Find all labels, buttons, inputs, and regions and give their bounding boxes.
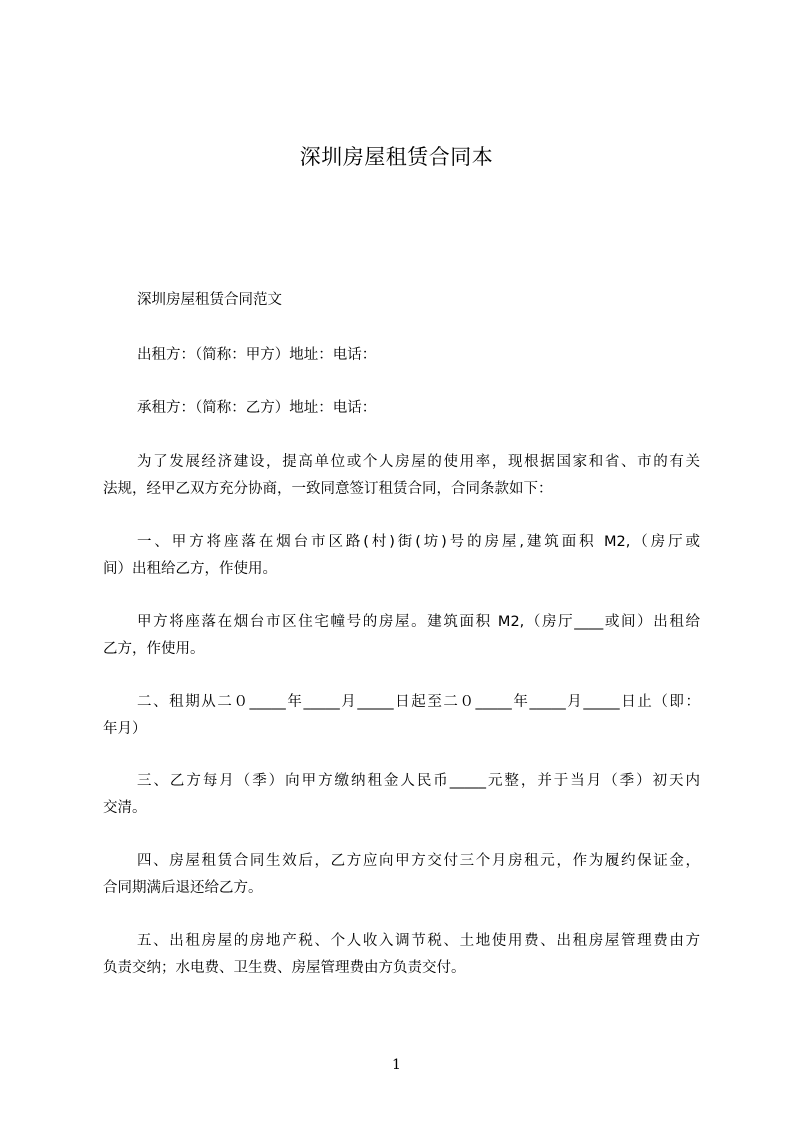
clause2-line-1: 二、租期从二０_____年_____月_____日起至二０_____年_____月_____日止（即： <box>137 694 700 710</box>
document-title: 深圳房屋租赁合同本 <box>299 145 494 169</box>
intro-line-2: 法规，经甲乙双方充分协商，一致同意签订租赁合同，合同条款如下： <box>103 481 553 497</box>
clause5-line-1: 五、出租房屋的房地产税、个人收入调节税、土地使用费、出租房屋管理费由方 <box>137 933 700 949</box>
clause2-line-2: 年月） <box>103 721 147 737</box>
clause3-line-1: 三、乙方每月（季）向甲方缴纳租金人民币_____元整，并于当月（季）初天内 <box>137 773 700 789</box>
intro-line-1: 为了发展经济建设，提高单位或个人房屋的使用率，现根据国家和省、市的有关 <box>137 454 700 470</box>
subtitle: 深圳房屋租赁合同范文 <box>137 292 282 308</box>
clause1b-line-2: 乙方，作使用。 <box>103 641 205 657</box>
clause4-line-2: 合同期满后退还给乙方。 <box>103 880 263 896</box>
clause4-line-1: 四、房屋租赁合同生效后，乙方应向甲方交付三个月房租元，作为履约保证金， <box>137 853 700 869</box>
lessor-line: 出租方：（简称：甲方）地址：电话： <box>137 347 377 363</box>
clause3-line-2: 交清。 <box>103 800 147 816</box>
lessee-line: 承租方：（简称：乙方）地址：电话： <box>137 400 377 416</box>
clause1-line-1: 一、甲方将座落在烟台市区路(村)街(坊)号的房屋,建筑面积 M2,（房厅或 <box>137 534 700 550</box>
page-number: 1 <box>392 1057 401 1073</box>
clause1-line-2: 间）出租给乙方，作使用。 <box>103 561 277 577</box>
clause1b-line-1: 甲方将座落在烟台市区住宅幢号的房屋。建筑面积 M2,（房厅____或间）出租给 <box>137 614 700 630</box>
clause5-line-2: 负责交纳；水电费、卫生费、房屋管理费由方负责交付。 <box>103 960 466 976</box>
